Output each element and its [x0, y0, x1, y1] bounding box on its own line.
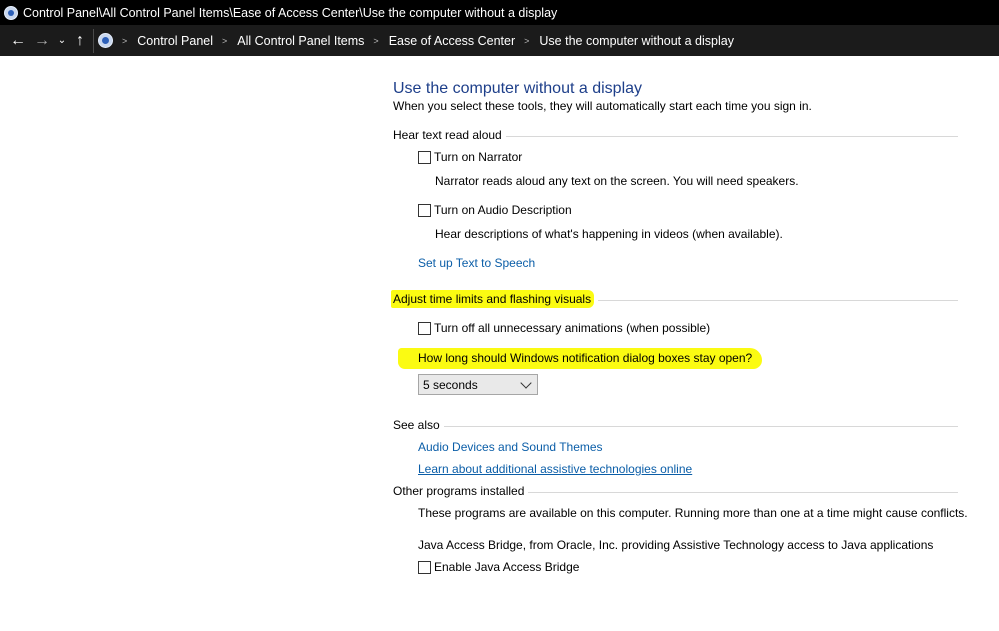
animations-checkbox-row[interactable] — [418, 321, 710, 335]
breadcrumb-separator-icon: > — [524, 35, 530, 46]
control-panel-icon — [4, 6, 18, 20]
up-arrow-icon[interactable]: ↑ — [76, 31, 84, 49]
narrator-description: Narrator reads aloud any text on the screen. You will need speakers. — [435, 174, 799, 188]
conflicts-note: These programs are available on this computer. Running more than one at a time might cause conflicts. — [418, 506, 968, 520]
content-area — [0, 56, 999, 631]
java-access-bridge-label[interactable]: Enable Java Access Bridge — [434, 560, 580, 574]
breadcrumb-ease-of-access[interactable]: Ease of Access Center — [388, 33, 516, 48]
section-heading: Other programs installed — [393, 484, 525, 498]
java-access-bridge-checkbox-row[interactable] — [418, 560, 579, 574]
section-heading: See also — [393, 418, 440, 432]
back-arrow-icon[interactable]: ← — [10, 31, 26, 49]
recent-locations-chevron-icon[interactable]: ⌄ — [57, 35, 67, 46]
audio-description-label[interactable]: Turn on Audio Description — [434, 203, 572, 217]
audio-description-description: Hear descriptions of what's happening in videos (when available). — [435, 227, 783, 241]
narrator-checkbox[interactable] — [418, 151, 431, 164]
narrator-checkbox-row[interactable] — [418, 150, 522, 164]
animations-checkbox[interactable] — [418, 322, 431, 335]
section-divider — [528, 492, 958, 493]
notification-duration-dropdown[interactable] — [418, 374, 538, 395]
text-to-speech-link[interactable]: Set up Text to Speech — [418, 256, 536, 270]
chevron-down-icon — [520, 377, 531, 388]
section-see-also — [393, 418, 958, 432]
title-bar — [0, 0, 999, 25]
control-panel-icon — [98, 33, 113, 48]
window-title: Control Panel\All Control Panel Items\Ease of Access Center\Use the computer without a display — [23, 5, 558, 20]
breadcrumb-current-page[interactable]: Use the computer without a display — [539, 33, 734, 48]
section-hear-text — [393, 128, 958, 142]
navigation-bar — [0, 25, 999, 56]
page-title: Use the computer without a display — [393, 80, 643, 97]
section-divider — [444, 426, 958, 427]
page-subtitle: When you select these tools, they will automatically start each time you sign in. — [393, 99, 812, 113]
audio-description-checkbox[interactable] — [418, 204, 431, 217]
section-divider — [598, 300, 958, 301]
section-other-programs — [393, 484, 958, 498]
notification-question-wrap — [418, 351, 762, 365]
notification-question: How long should Windows notification dialog boxes stay open? — [398, 348, 762, 369]
animations-label[interactable]: Turn off all unnecessary animations (when possible) — [434, 321, 711, 335]
audio-description-checkbox-row[interactable] — [418, 203, 572, 217]
section-time-limits — [393, 292, 958, 306]
section-divider — [506, 136, 958, 137]
java-access-bridge-description: Java Access Bridge, from Oracle, Inc. providing Assistive Technology access to Java applications — [418, 538, 934, 552]
forward-arrow-icon[interactable]: → — [34, 31, 50, 49]
address-bar[interactable] — [93, 29, 999, 53]
section-heading: Hear text read aloud — [393, 128, 502, 142]
breadcrumb-separator-icon: > — [222, 35, 228, 46]
dropdown-value: 5 seconds — [423, 377, 478, 392]
section-heading: Adjust time limits and flashing visuals — [391, 290, 594, 308]
breadcrumb-separator-icon: > — [122, 35, 128, 46]
assistive-technologies-link[interactable]: Learn about additional assistive technologies online — [418, 462, 693, 476]
breadcrumb-all-items[interactable]: All Control Panel Items — [237, 33, 365, 48]
audio-devices-link[interactable]: Audio Devices and Sound Themes — [418, 440, 603, 454]
narrator-label[interactable]: Turn on Narrator — [434, 150, 523, 164]
java-access-bridge-checkbox[interactable] — [418, 561, 431, 574]
breadcrumb-control-panel[interactable]: Control Panel — [137, 33, 214, 48]
breadcrumb-separator-icon: > — [373, 35, 379, 46]
